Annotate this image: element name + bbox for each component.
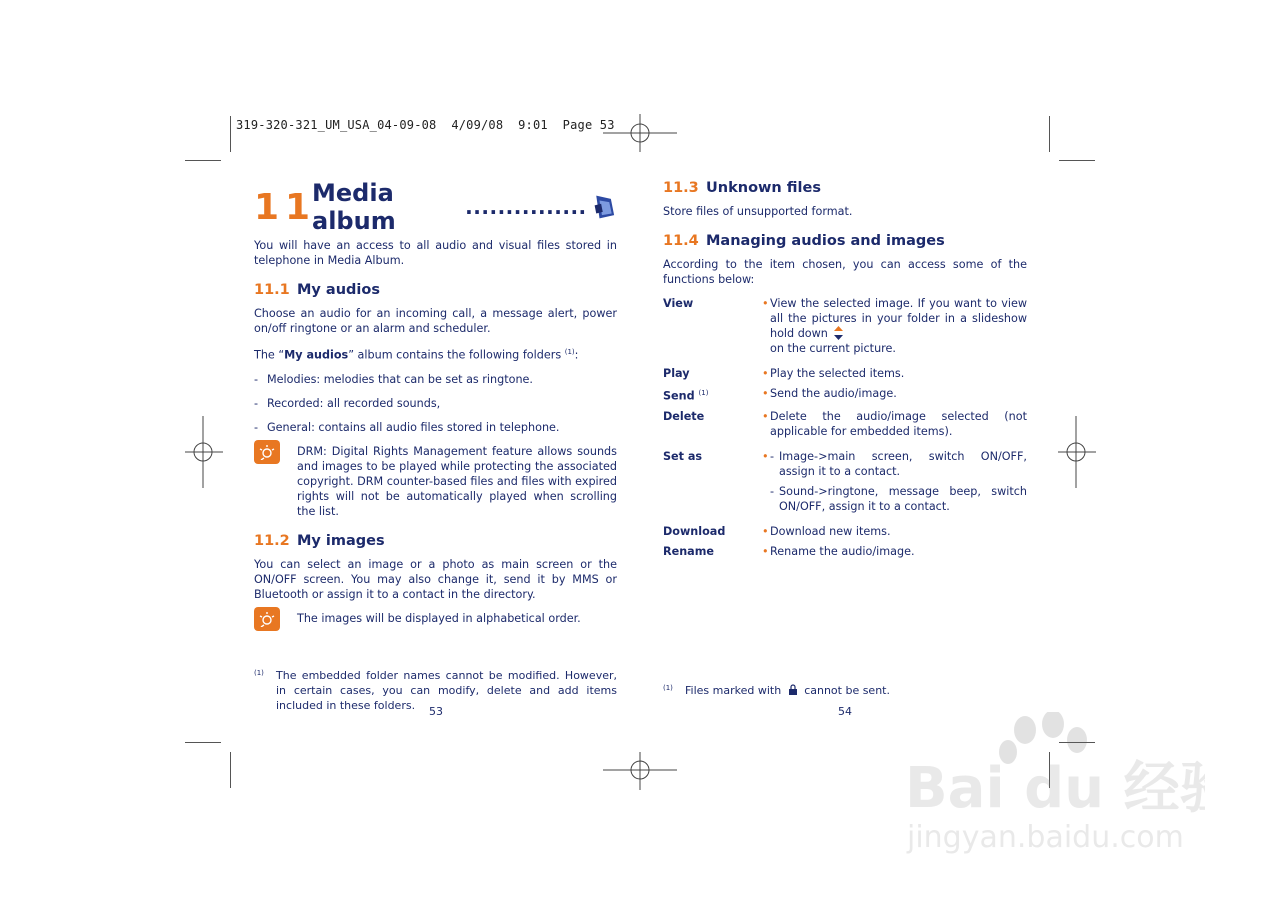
chapter-number: 11 xyxy=(254,186,317,228)
chapter-heading xyxy=(254,179,617,235)
print-slug: 319-320-321_UM_USA_04-09-08 4/09/08 9:01 Page 53 xyxy=(236,118,615,132)
tip-bulb-icon xyxy=(254,440,280,464)
registration-mark-icon xyxy=(185,416,223,488)
text-run: View the selected image. If you want to view all the pictures in your folder in a slideshow hold down xyxy=(770,297,1027,340)
function-key: Send xyxy=(663,389,695,403)
function-desc: Play the selected items. xyxy=(770,367,905,380)
function-key: Rename xyxy=(663,544,714,558)
footnote-ref: (1) xyxy=(698,389,709,397)
text-run: The “ xyxy=(254,348,285,362)
footnote-mark: (1) xyxy=(663,684,673,692)
baidu-watermark xyxy=(905,712,1205,862)
section-heading-my-audios xyxy=(254,282,617,298)
function-key: Set as xyxy=(663,449,703,463)
list-item-text: Recorded: all recorded sounds, xyxy=(267,396,441,410)
up-down-arrow-icon xyxy=(834,326,843,340)
function-key: Delete xyxy=(663,409,705,423)
list-item: - Recorded: all recorded sounds, xyxy=(254,396,441,410)
footnote-text xyxy=(685,683,890,698)
list-item: - General: contains all audio files stored in telephone. xyxy=(254,420,560,434)
text-run: ” album contains the following folders xyxy=(348,348,565,362)
function-desc: Send the audio/image. xyxy=(770,387,897,400)
watermark-brand: Bai du 经验 xyxy=(905,756,1205,821)
function-row-set-as: Set as • - Image->main screen, switch ON/OFF, assign it to a contact. - Sound->ringtone, message beep, switch ON/OFF, assign it to a contact. xyxy=(663,449,1027,513)
crop-mark xyxy=(185,160,221,161)
function-row-view: View • View the selected image. If you want to view all the pictures in your folder in a slideshow hold down on the current picture. xyxy=(663,297,1027,355)
function-desc: Image->main screen, switch ON/OFF, assign it to a contact. xyxy=(779,449,1027,478)
crop-mark xyxy=(230,116,231,152)
my-audios-paragraph: Choose an audio for an incoming call, a message alert, power on/off ringtone or an alarm and scheduler. xyxy=(254,307,617,335)
tip-bulb-icon xyxy=(254,607,280,631)
right-footnote xyxy=(663,683,1027,698)
chapter-title: Media album xyxy=(312,179,396,235)
crop-mark xyxy=(1059,160,1095,161)
drm-note-text: DRM: Digital Rights Management feature allows sounds and images to be played while protecting the associated copyright. DRM counter-based files and files with expired rights will not be automatically played when scrolling the list. xyxy=(297,444,618,518)
footnote-mark: (1) xyxy=(254,669,264,677)
section-heading-managing xyxy=(663,233,1027,249)
function-desc: Download new items. xyxy=(770,524,891,538)
my-audios-folders-paragraph xyxy=(254,345,617,363)
registration-mark-icon xyxy=(1058,416,1096,488)
function-desc: Rename the audio/image. xyxy=(770,544,915,558)
list-item-text: General: contains all audio files stored in telephone. xyxy=(267,420,560,434)
section-title: My images xyxy=(297,532,385,549)
section-title: Unknown files xyxy=(706,180,821,196)
managing-paragraph: According to the item chosen, you can access some of the functions below: xyxy=(663,258,1027,286)
section-title: My audios xyxy=(297,282,380,298)
list-item: - Melodies: melodies that can be set as ringtone. xyxy=(254,372,533,386)
page-number-right: 54 xyxy=(838,705,852,718)
drm-note xyxy=(254,444,617,519)
function-row-download: Download • Download new items. xyxy=(663,524,891,538)
section-heading-my-images xyxy=(254,533,617,549)
unknown-files-paragraph: Store files of unsupported format. xyxy=(663,205,853,218)
baidu-paw-logo-icon xyxy=(905,712,1205,862)
function-row-delete: Delete • Delete the audio/image selected (not applicable for embedded items). xyxy=(663,409,1027,438)
function-desc: Delete the audio/image selected (not applicable for embedded items). xyxy=(770,409,1027,438)
text-run: : xyxy=(574,348,579,362)
registration-mark-icon xyxy=(603,114,677,152)
intro-paragraph: You will have an access to all audio and visual files stored in telephone in Media Album. xyxy=(254,239,617,267)
function-row-send: Send $^{(1)}$ • Send the audio/image. xyxy=(663,387,897,403)
function-key: Play xyxy=(663,367,690,380)
list-item-text: Melodies: melodies that can be set as ringtone. xyxy=(267,372,533,386)
bold-text: My audios xyxy=(284,348,349,362)
section-number: 11.2 xyxy=(254,532,290,549)
function-row-play: Play • Play the selected items. xyxy=(663,367,905,380)
right-page xyxy=(663,180,1027,564)
chapter-dots: ............... xyxy=(465,195,587,219)
crop-mark xyxy=(230,752,231,788)
lock-icon xyxy=(788,684,798,695)
images-note xyxy=(254,611,617,631)
section-number: 11.4 xyxy=(663,233,699,249)
text-run: Files marked with xyxy=(685,684,782,697)
function-key: View xyxy=(663,297,694,310)
images-note-text: The images will be displayed in alphabetical order. xyxy=(297,611,581,625)
crop-mark xyxy=(1049,116,1050,152)
function-row-rename: Rename • Rename the audio/image. xyxy=(663,544,915,558)
function-key: Download xyxy=(663,524,726,538)
section-title: Managing audios and images xyxy=(706,233,945,249)
function-desc: Sound->ringtone, message beep, switch ON/OFF, assign it to a contact. xyxy=(779,484,1027,513)
text-run: cannot be sent. xyxy=(804,684,890,697)
section-number: 11.3 xyxy=(663,180,699,196)
watermark-url: jingyan.baidu.com xyxy=(907,820,1184,855)
footnote-text: The embedded folder names cannot be modified. However, in certain cases, you can modify, delete and add items included in these folders. xyxy=(276,669,617,712)
function-desc xyxy=(770,296,1027,356)
my-images-paragraph: You can select an image or a photo as main screen or the ON/OFF screen. You may also change it, send it by MMS or Bluetooth or assign it to a contact in the directory. xyxy=(254,557,617,601)
footnote-ref: (1) xyxy=(564,348,575,356)
registration-mark-icon xyxy=(603,752,677,790)
text-run: on the current picture. xyxy=(770,342,896,355)
section-number: 11.1 xyxy=(254,282,290,298)
media-album-icon xyxy=(593,191,617,223)
section-heading-unknown-files xyxy=(663,180,1027,196)
crop-mark xyxy=(185,742,221,743)
left-page xyxy=(254,179,618,640)
page-number-left: 53 xyxy=(429,705,443,718)
